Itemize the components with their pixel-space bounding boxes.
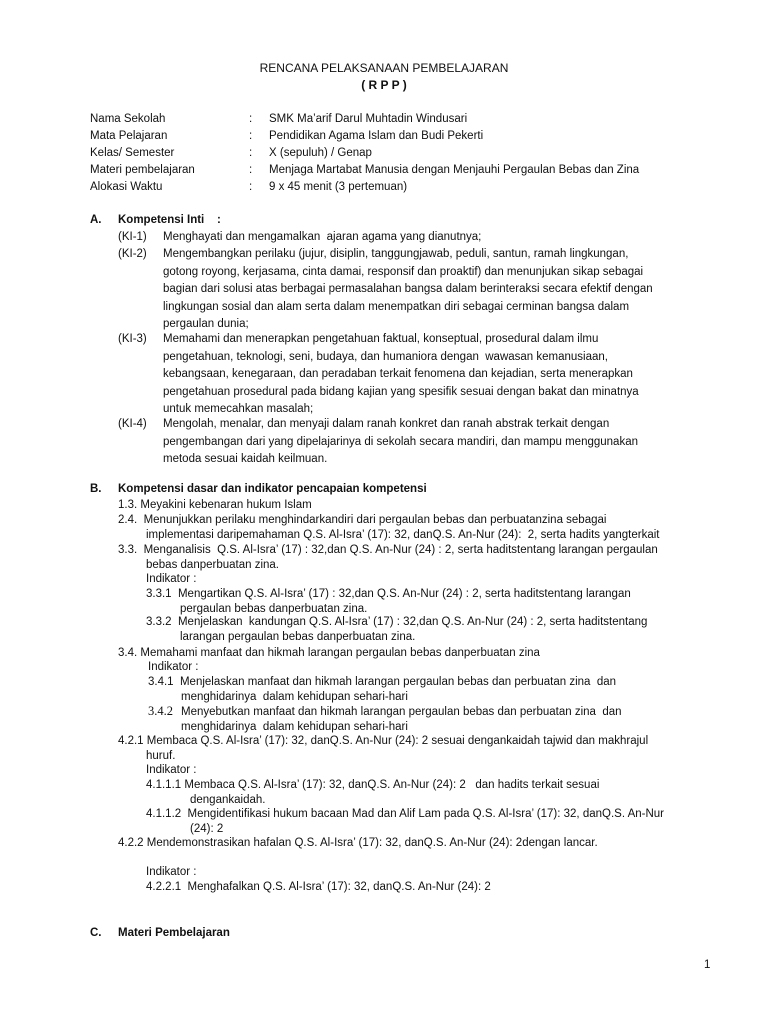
ki-text-line: lingkungan sosial dan alam serta dalam menempatkan diri sebagai cerminan bangsa dalam — [163, 301, 630, 313]
identity-label: Materi pembelajaran — [90, 164, 195, 176]
kd-line: 3.3. Menganalisis Q.S. Al-Isra’ (17) : 32,dan Q.S. An-Nur (24) : 2, serta haditstentang larangan pergaulan — [118, 544, 658, 556]
identity-value: Pendidikan Agama Islam dan Budi Pekerti — [269, 130, 484, 142]
kd-line: bebas danperbuatan zina. — [146, 559, 279, 571]
ki-text-line: kebangsaan, kenegaraan, dan peradaban terkait fenomena dan kejadian, serta menerapkan — [163, 368, 633, 380]
kd-line: 2.4. Menunjukkan perilaku menghindarkandiri dari pergaulan bebas dan perbuatanzina sebagai — [118, 514, 607, 526]
kd-line: (24): 2 — [190, 823, 224, 835]
section-letter: C. — [90, 927, 102, 939]
kd-line: 4.2.2 Mendemonstrasikan hafalan Q.S. Al-Isra’ (17): 32, danQ.S. An-Nur (24): 2dengan lancar. — [118, 837, 598, 849]
section-heading: Materi Pembelajaran — [118, 927, 230, 939]
identity-value: 9 x 45 menit (3 pertemuan) — [269, 181, 408, 193]
indikator-label: Indikator : — [146, 866, 197, 878]
document-title: RENCANA PELAKSANAAN PEMBELAJARAN — [259, 61, 509, 75]
identity-colon: : — [249, 130, 253, 142]
identity-label: Kelas/ Semester — [90, 147, 175, 159]
document-subtitle: ( R P P ) — [361, 78, 407, 92]
ki-text-line: pengembangan dari yang dipelajarinya di sekolah secara mandiri, dan mampu menggunakan — [163, 436, 638, 448]
section-heading: Kompetensi Inti : — [118, 214, 221, 226]
identity-label: Nama Sekolah — [90, 113, 166, 125]
ki-text-line: metoda sesuai kaidah keilmuan. — [163, 453, 328, 465]
kd-line: Menyebutkan manfaat dan hikmah larangan pergaulan bebas dan perbuatan zina dan — [181, 706, 622, 718]
kd-line: larangan pergaulan bebas danperbuatan zina. — [180, 631, 416, 643]
ki-code: (KI-1) — [118, 231, 147, 243]
identity-value: SMK Ma’arif Darul Muhtadin Windusari — [269, 113, 468, 125]
ki-code: (KI-4) — [118, 418, 147, 430]
ki-text-line: Menghayati dan mengamalkan ajaran agama yang dianutnya; — [163, 231, 482, 243]
identity-label: Alokasi Waktu — [90, 181, 163, 193]
identity-colon: : — [249, 164, 253, 176]
ki-text-line: untuk memecahkan masalah; — [163, 403, 314, 415]
ki-code: (KI-2) — [118, 248, 147, 260]
kd-line: dengankaidah. — [190, 794, 266, 806]
kd-line: 3.3.1 Mengartikan Q.S. Al-Isra’ (17) : 32,dan Q.S. An-Nur (24) : 2, serta haditstentang larangan — [146, 588, 631, 600]
ki-text-line: Mengolah, menalar, dan menyaji dalam ranah konkret dan ranah abstrak terkait dengan — [163, 418, 610, 430]
ki-text-line: bagian dari solusi atas berbagai permasalahan bangsa dalam berinteraksi secara efektif dengan — [163, 283, 653, 295]
identity-colon: : — [249, 147, 253, 159]
ki-text-line: pengetahuan prosedural pada bidang kajian yang spesifik sesuai dengan bakat dan minatnya — [163, 386, 639, 398]
ki-text-line: pergaulan dunia; — [163, 318, 249, 330]
kd-line: menghidarinya dalam kehidupan sehari-hari — [181, 691, 408, 703]
kd-line: 4.1.1.1 Membaca Q.S. Al-Isra’ (17): 32, danQ.S. An-Nur (24): 2 dan hadits terkait sesuai — [146, 779, 600, 791]
kd-line: menghidarinya dalam kehidupan sehari-hari — [181, 721, 408, 733]
kd-line: 1.3. Meyakini kebenaran hukum Islam — [118, 499, 312, 511]
indikator-label: Indikator : — [146, 573, 197, 585]
ki-text-line: Mengembangkan perilaku (jujur, disiplin, tanggungjawab, peduli, santun, ramah lingkungan, — [163, 248, 629, 260]
ki-text-line: Memahami dan menerapkan pengetahuan faktual, konseptual, prosedural dalam ilmu — [163, 333, 599, 345]
section-letter: A. — [90, 214, 102, 226]
section-heading: Kompetensi dasar dan indikator pencapaian kompetensi — [118, 483, 427, 495]
identity-value: Menjaga Martabat Manusia dengan Menjauhi Pergaulan Bebas dan Zina — [269, 164, 640, 176]
kd-line: 3.4. Memahami manfaat dan hikmah larangan pergaulan bebas danperbuatan zina — [118, 647, 540, 659]
kd-line: implementasi daripemahaman Q.S. Al-Isra’ (17): 32, danQ.S. An-Nur (24): 2, serta hadits yangterkait — [146, 529, 660, 541]
indikator-label: Indikator : — [148, 661, 199, 673]
ki-text-line: pengetahuan, teknologi, seni, budaya, dan humaniora dengan wawasan kemanusiaan, — [163, 351, 608, 363]
kd-line: 4.2.2.1 Menghafalkan Q.S. Al-Isra’ (17): 32, danQ.S. An-Nur (24): 2 — [146, 881, 491, 893]
kd-line: huruf. — [146, 750, 176, 762]
kd-line: 4.2.1 Membaca Q.S. Al-Isra’ (17): 32, danQ.S. An-Nur (24): 2 sesuai dengankaidah tajwid dan makhrajul — [118, 735, 649, 747]
identity-colon: : — [249, 113, 253, 125]
ki-text-line: gotong royong, kerjasama, cinta damai, responsif dan proaktif) dan menunjukan sikap sebagai — [163, 266, 644, 278]
kd-line: 3.3.2 Menjelaskan kandungan Q.S. Al-Isra’ (17) : 32,dan Q.S. An-Nur (24) : 2, serta haditstentang — [146, 616, 648, 628]
ki-code: (KI-3) — [118, 333, 147, 345]
section-letter: B. — [90, 483, 102, 495]
kd-line: 4.1.1.2 Mengidentifikasi hukum bacaan Mad dan Alif Lam pada Q.S. Al-Isra’ (17): 32, danQ.S. An-Nur — [146, 808, 664, 820]
kd-number: 3.4.2 — [148, 704, 173, 718]
kd-line: 3.4.1 Menjelaskan manfaat dan hikmah larangan pergaulan bebas dan perbuatan zina dan — [148, 676, 617, 688]
page-number: 1 — [704, 959, 711, 971]
indikator-label: Indikator : — [146, 764, 197, 776]
kd-line: pergaulan bebas danperbuatan zina. — [180, 603, 368, 615]
identity-value: X (sepuluh) / Genap — [269, 147, 372, 159]
identity-colon: : — [249, 181, 253, 193]
identity-label: Mata Pelajaran — [90, 130, 168, 142]
